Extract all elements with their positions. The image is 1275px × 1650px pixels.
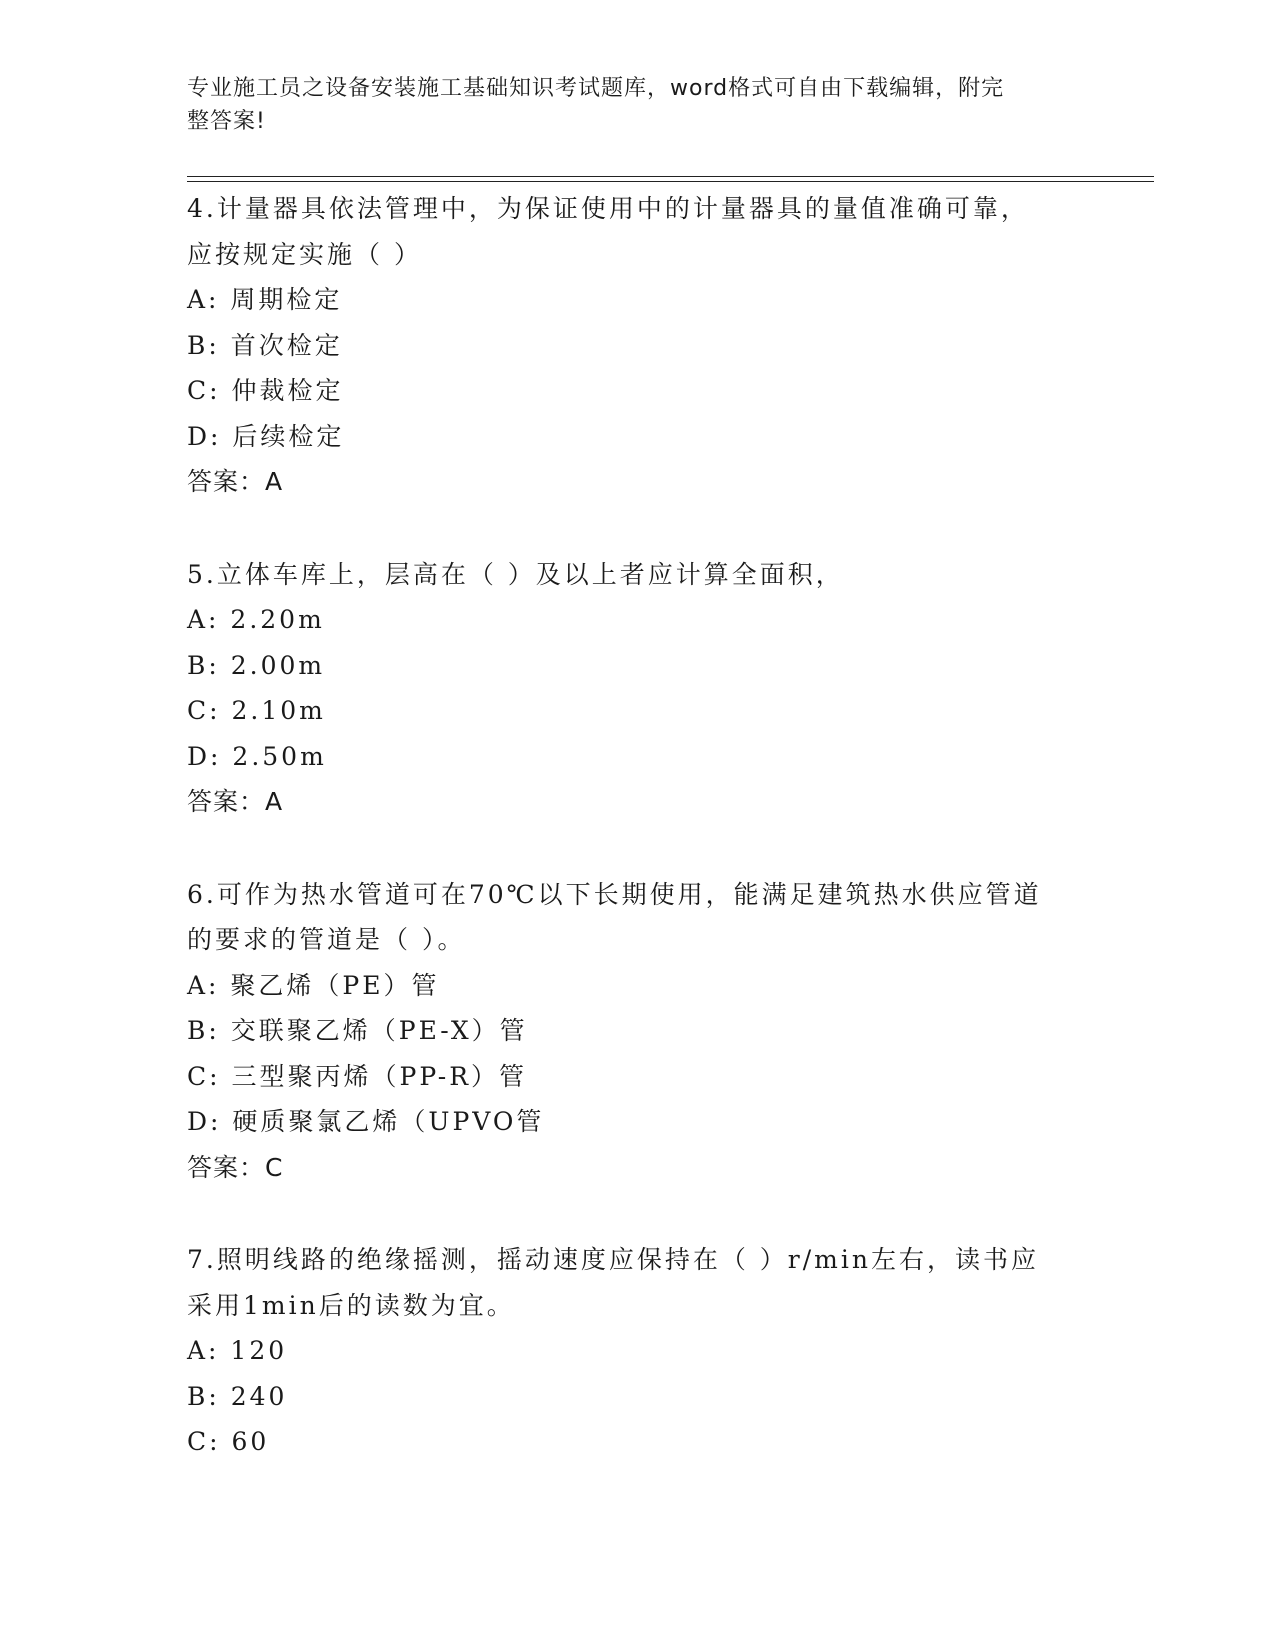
question-7 xyxy=(187,1237,1087,1465)
option-c: C: 三型聚丙烯（PP-R）管 xyxy=(187,1061,528,1091)
option-b: B: 240 xyxy=(187,1381,288,1411)
answer-line: 答案：A xyxy=(187,467,284,496)
option-c: C: 60 xyxy=(187,1427,270,1456)
question-5 xyxy=(187,552,1087,825)
option-b: B: 首次检定 xyxy=(187,330,343,360)
question-stem-line: 采用1min后的读数为宜。 xyxy=(187,1290,515,1320)
option-c: C: 仲裁检定 xyxy=(187,376,344,405)
option-d: D: 硬质聚氯乙烯（UPVO管 xyxy=(187,1107,545,1136)
header-line-1: 专业施工员之设备安装施工基础知识考试题库，word格式可自由下载编辑，附完 xyxy=(187,76,1005,101)
option-d: D: 后续检定 xyxy=(187,421,345,451)
question-stem-line: 4.计量器具依法管理中，为保证使用中的计量器具的量值准确可靠， xyxy=(187,194,1029,223)
option-a: A: 聚乙烯（PE）管 xyxy=(187,970,440,1000)
option-c: C: 2.10m xyxy=(187,696,326,725)
header-line-2: 整答案! xyxy=(187,109,266,134)
option-b: B: 2.00m xyxy=(187,650,326,680)
option-a: A: 120 xyxy=(187,1336,288,1365)
answer-line: 答案：A xyxy=(187,787,284,816)
question-list xyxy=(187,186,1087,1512)
question-6 xyxy=(187,872,1087,1191)
question-stem-line: 的要求的管道是（ ）。 xyxy=(187,925,466,954)
question-stem-line: 6.可作为热水管道可在70℃以下长期使用，能满足建筑热水供应管道 xyxy=(187,879,1042,909)
question-stem-line: 应按规定实施（ ） xyxy=(187,239,422,269)
option-a: A: 周期检定 xyxy=(187,285,343,314)
answer-line: 答案：C xyxy=(187,1152,284,1182)
question-stem-line: 5.立体车库上，层高在（ ）及以上者应计算全面积， xyxy=(187,559,844,589)
document-header xyxy=(187,72,1067,138)
option-a: A: 2.20m xyxy=(187,605,325,634)
question-4 xyxy=(187,186,1087,505)
header-rule-bottom xyxy=(187,181,1154,182)
question-stem-line: 7.照明线路的绝缘摇测，摇动速度应保持在（ ）r/min左右，读书应 xyxy=(187,1245,1039,1274)
header-rule-top xyxy=(187,176,1154,177)
option-d: D: 2.50m xyxy=(187,741,327,771)
option-b: B: 交联聚乙烯（PE-X）管 xyxy=(187,1016,528,1045)
